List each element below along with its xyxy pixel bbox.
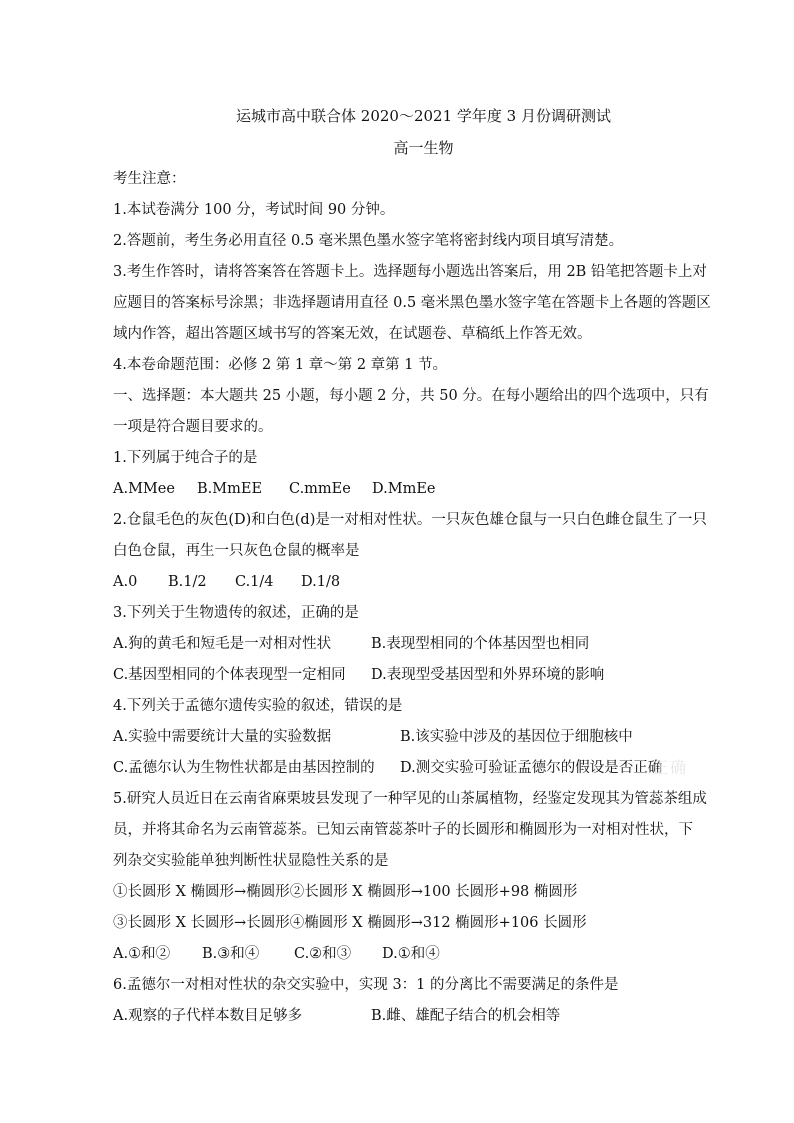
q4-stem: 4.下列关于孟德尔遗传实验的叙述，错误的是 <box>113 698 403 714</box>
q2-stem-cont: 白色仓鼠，再生一只灰色仓鼠的概率是 <box>113 543 360 559</box>
q3-stem: 3.下列关于生物遗传的叙述，正确的是 <box>113 605 359 621</box>
q4-option-b: B.该实验中涉及的基因位于细胞核中 <box>400 729 633 745</box>
section-heading: 一、选择题：本大题共 25 小题，每小题 2 分，共 50 分。在每小题给出的四个选项中，只有 <box>113 388 709 404</box>
q6-option-b: B.雌、雄配子结合的机会相等 <box>371 1008 561 1024</box>
q6-option-a: A.观察的子代样本数目足够多 <box>113 1008 303 1024</box>
q6-stem: 6.孟德尔一对相对性状的杂交实验中，实现 3：1 的分离比不需要满足的条件是 <box>113 977 619 993</box>
q2-stem: 2.仓鼠毛色的灰色(D)和白色(d)是一对相对性状。一只灰色雄仓鼠与一只白色雌仓鼠生了一只 <box>113 512 707 528</box>
q1-option-d: D.MmEe <box>372 481 436 497</box>
q2-option-a: A.0 <box>113 574 138 590</box>
page-subtitle: 高一生物 <box>393 139 454 157</box>
q5-option-c: C.②和③ <box>294 946 352 962</box>
q1-stem: 1.下列属于纯合子的是 <box>113 450 258 466</box>
q4-options-row1 <box>113 722 734 753</box>
section-heading-cont: 一项是符合题目要求的。 <box>113 419 273 435</box>
q5-option-b: B.③和④ <box>202 946 260 962</box>
q5-cross-line: ①长圆形 X 椭圆形→椭圆形②长圆形 X 椭圆形→100 长圆形+98 椭圆形 <box>113 884 578 900</box>
notice-item: 3.考生作答时，请将答案答在答题卡上。选择题每小题选出答案后，用 2B 铅笔把答题卡上对 <box>113 264 707 280</box>
q3-option-c: C.基因型相同的个体表现型一定相同 <box>113 667 346 683</box>
q5-option-a: A.①和② <box>113 946 171 962</box>
q3-option-a: A.狗的黄毛和短毛是一对相对性状 <box>113 636 332 652</box>
q4-options-row2 <box>113 753 734 784</box>
q3-options-row2 <box>113 660 734 691</box>
page-title: 运城市高中联合体 2020～2021 学年度 3 月份调研测试 <box>236 107 611 125</box>
q4-option-a: A.实验中需要统计大量的实验数据 <box>113 729 332 745</box>
q1-option-a: A.MMee <box>113 481 175 497</box>
q3-option-b: B.表现型相同的个体基因型也相同 <box>371 636 590 652</box>
q2-option-b: B.1/2 <box>168 574 207 590</box>
q5-stem-cont: 列杂交实验能单独判断性状显隐性关系的是 <box>113 853 389 869</box>
q1-options <box>113 474 734 505</box>
q1-option-b: B.MmEE <box>197 481 263 497</box>
q3-options-row1 <box>113 629 734 660</box>
q3-option-d: D.表现型受基因型和外界环境的影响 <box>371 667 605 683</box>
notice-item: 1.本试卷满分 100 分，考试时间 90 分钟。 <box>113 202 395 218</box>
q5-options <box>113 939 734 970</box>
q2-option-d: D.1/8 <box>301 574 341 590</box>
q4-option-c: C.孟德尔认为生物性状都是由基因控制的 <box>113 760 375 776</box>
q4-option-d: D.测交实验可验证孟德尔的假设是否正确 <box>400 760 663 776</box>
q5-option-d: D.①和④ <box>382 946 440 962</box>
q5-stem-cont: 员，并将其命名为云南管蕊茶。已知云南管蕊茶叶子的长圆形和椭圆形为一对相对性状，下 <box>113 822 693 838</box>
q1-option-c: C.mmEe <box>289 481 351 497</box>
q6-options-row1 <box>113 1001 734 1032</box>
q2-options <box>113 567 734 598</box>
q5-stem: 5.研究人员近日在云南省麻栗坡县发现了一种罕见的山茶属植物，经鉴定发现其为管蕊茶组成 <box>113 791 707 807</box>
notice-item: 域内作答，超出答题区域书写的答案无效，在试题卷、草稿纸上作答无效。 <box>113 326 592 342</box>
q2-option-c: C.1/4 <box>235 574 274 590</box>
notice-item: 应题目的答案标号涂黑；非选择题请用直径 0.5 毫米黑色墨水签字笔在答题卡上各题的答题区 <box>113 295 711 311</box>
watermark: 正确 <box>652 758 689 777</box>
notice-item: 4.本卷命题范围：必修 2 第 1 章～第 2 章第 1 节。 <box>113 357 448 373</box>
q5-cross-line: ③长圆形 X 长圆形→长圆形④椭圆形 X 椭圆形→312 椭圆形+106 长圆形 <box>113 915 587 931</box>
notice-item: 2.答题前，考生务必用直径 0.5 毫米黑色墨水签字笔将密封线内项目填写清楚。 <box>113 233 624 249</box>
notice-heading: 考生注意： <box>113 171 186 187</box>
